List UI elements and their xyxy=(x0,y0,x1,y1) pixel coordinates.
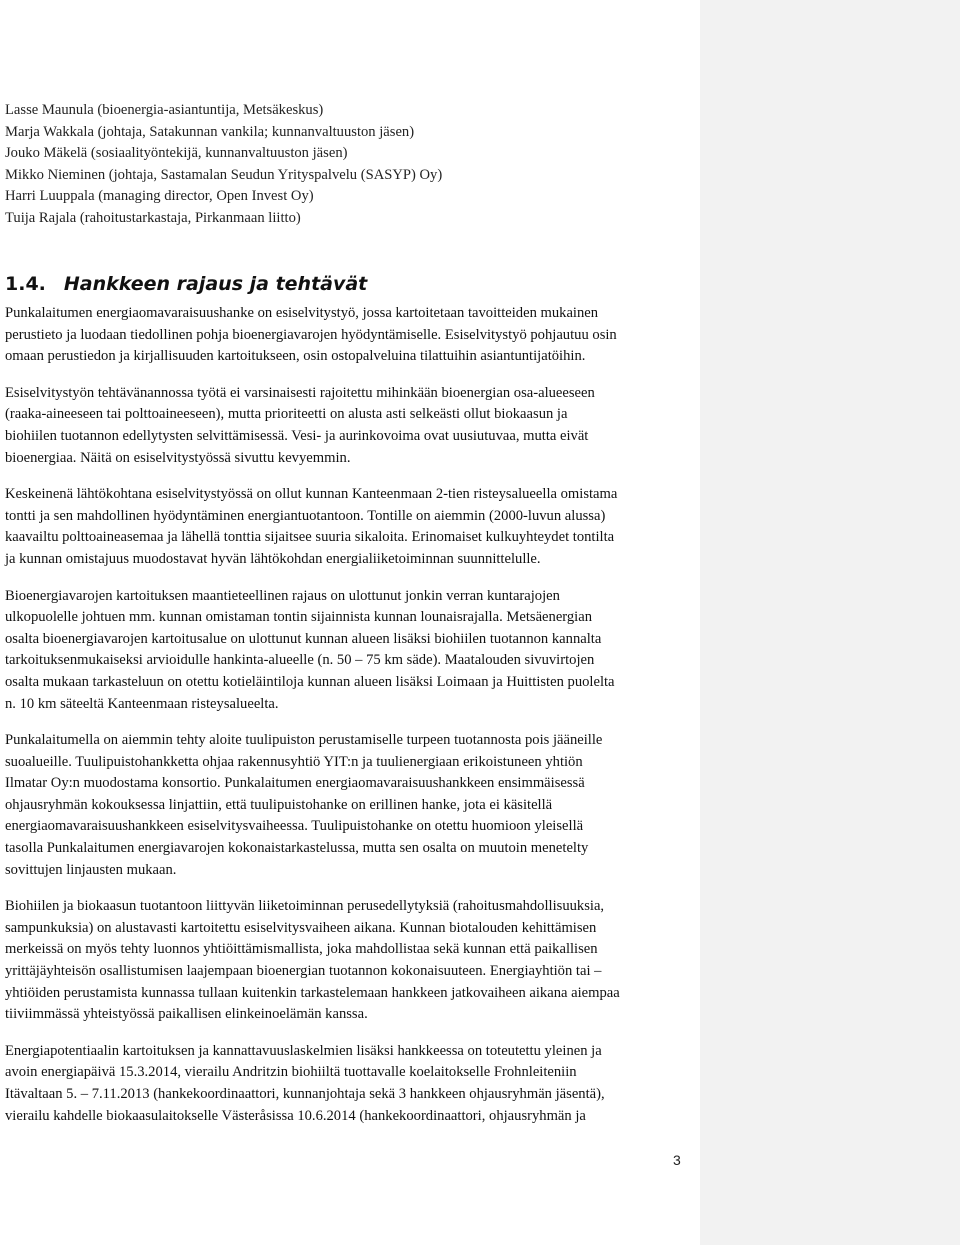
text-line: Itävaltaan 5. – 7.11.2013 (hankekoordinaattori, kunnanjohtaja sekä 3 hankkeen ohjausryhmän jäsentä), xyxy=(5,1086,605,1102)
text-line: Punkalaitumella on aiemmin tehty aloite tuulipuiston perustamiselle turpeen tuotannosta pois jääneille xyxy=(5,732,603,749)
text-line: osalta mukaan tarkasteluun on otettu kotieläintiloja kunnan alueen lisäksi Loimaan ja Huittisten puolelta xyxy=(5,673,615,690)
section-number: 1.4. xyxy=(5,273,46,295)
list-item: Harri Luuppala (managing director, Open Invest Oy) xyxy=(5,188,314,205)
section-heading xyxy=(5,273,367,295)
text-line: ulkopuolelle johtuen mm. kunnan omistaman tontin sijainnista kunnan lounaisrajalla. Metsäenergian xyxy=(5,609,593,626)
paragraph xyxy=(5,896,695,1026)
text-line: ja kunnan omistajuus muodostavat hyvän lähtökohdan energialiiketoiminnan suunnittelulle. xyxy=(5,550,541,567)
text-line: n. 10 km säteeltä Kanteenmaan risteysalueelta. xyxy=(5,695,279,712)
text-line: energiaomavaraisuushankkeen esiselvitysvaiheessa. Tuulipuistohanke on otettu huomioon yleisellä xyxy=(5,818,584,835)
text-line: biohiilen tuotannon edellytysten selvittämisessä. Vesi- ja aurinkovoima ovat uusiutuvaa, mutta eivät xyxy=(5,427,589,444)
text-line: kaavailtu polttoaineasemaa ja lähellä tonttia sijaitsee suuria sikaloita. Erinomaiset kulkuyhteydet tontilta xyxy=(5,529,615,546)
text-line: tarkoituksenmukaiseksi arvioidulle hankinta-alueelle (n. 50 – 75 km säde). Maatalouden sivuvirtojen xyxy=(5,652,595,669)
paragraph xyxy=(5,730,695,881)
comment-margin-pane xyxy=(700,0,960,1245)
text-line: Keskeinenä lähtökohtana esiselvitystyössä on ollut kunnan Kanteenmaan 2-tien risteysalueella omistama xyxy=(5,486,618,503)
text-line: omaan perustiedon ja kirjallisuuden kartoitukseen, osin ostopalveluina tilattuihin asiantuntijatöihin. xyxy=(5,348,586,365)
text-line: perustieto ja luodaan tiedollinen pohja bioenergiavarojen hyödyntämiselle. Esiselvitystyö pohjautuu osin xyxy=(5,326,617,343)
list-item: Jouko Mäkelä (sosiaalityöntekijä, kunnanvaltuuston jäsen) xyxy=(5,145,348,162)
section-body xyxy=(5,303,695,1142)
text-line: Biohiilen ja biokaasun tuotantoon liittyvän liiketoiminnan perusedellytyksiä (rahoitusmahdollisuuksia, xyxy=(5,898,605,915)
paragraph xyxy=(5,303,695,368)
text-line: Bioenergiavarojen kartoituksen maantieteellinen rajaus on ulottunut jonkin verran kuntarajojen xyxy=(5,587,560,604)
text-line: Ilmatar Oy:n muodostama konsortio. Punkalaitumen energiaomavaraisuushankkeen ensimmäisessä xyxy=(5,775,585,792)
list-item: Marja Wakkala (johtaja, Satakunnan vankila; kunnanvaltuuston jäsen) xyxy=(5,123,415,140)
text-line: yrittäjäyhteisön osallistumisen laajempaan bioenergian tuotannon kokonaisuuteen. Energiayhtiön tai – xyxy=(5,963,602,980)
paragraph xyxy=(5,484,695,570)
text-line: tontti ja sen mahdollinen hyödyntäminen energiantuotantoon. Tontille on aiemmin (2000-luvun alussa) xyxy=(5,507,606,524)
text-line: avoin energiapäivä 15.3.2014, vierailu Andritzin biohiiltä tuottavalle koelaitokselle Frohnleiteniin xyxy=(5,1064,577,1081)
text-line: tasolla Punkalaitumen energiavarojen kokonaistarkastelussa, mutta sen osalta on muutoin menetelty xyxy=(5,840,589,857)
list-item: Tuija Rajala (rahoitustarkastaja, Pirkanmaan liitto) xyxy=(5,209,301,226)
steering-group-list xyxy=(5,100,685,230)
text-line: merkeissä on myös tehty luonnos yhtiöittämismallista, joka mahdollistaa sekä kunnan että paikallisen xyxy=(5,941,598,958)
text-line: Esiselvitystyön tehtävänannossa työtä ei varsinaisesti rajoitettu mihinkään bioenergian osa-alueeseen xyxy=(5,384,595,401)
text-line: vierailu kahdelle biokaasulaitokselle Västeråsissa 10.6.2014 (hankekoordinaattori, ohjausryhmän ja xyxy=(5,1107,586,1124)
paragraph xyxy=(5,1041,695,1127)
text-line: ohjausryhmän kokouksessa linjattiin, että tuulipuistohanke on erillinen hanke, jota ei käsitellä xyxy=(5,796,553,813)
text-line: osalta bioenergiavarojen kartoitusalue on ulottunut kunnan alueen lisäksi biohiilen tuotannon kannalta xyxy=(5,630,602,647)
text-line: tiiviimmässä yhteistyössä paikallisen elinkeinoelämän kanssa. xyxy=(5,1006,368,1023)
text-line: suoalueille. Tuulipuistohankketta ohjaa rakennusyhtiö YIT:n ja tuulienergiaan erikoistuneen yhtiön xyxy=(5,753,583,770)
text-line: yhtiöiden perustamista kunnassa tullaan kuitenkin tarkastelemaan hankkeen jatkovaiheen aikana aiempaa xyxy=(5,984,620,1001)
list-item: Mikko Nieminen (johtaja, Sastamalan Seudun Yrityspalvelu (SASYP) Oy) xyxy=(5,166,443,183)
paragraph xyxy=(5,586,695,716)
text-line: sampunkuksia) on alustavasti kartoitettu esiselvitysvaiheen aikana. Kunnan biotalouden kehittämisen xyxy=(5,919,597,936)
page-number: 3 xyxy=(673,1152,681,1168)
section-title: Hankkeen rajaus ja tehtävät xyxy=(63,273,368,295)
list-item: Lasse Maunula (bioenergia-asiantuntija, Metsäkeskus) xyxy=(5,102,324,118)
text-line: Energiapotentiaalin kartoituksen ja kannattavuuslaskelmien lisäksi hankkeessa on toteutettu yleinen ja xyxy=(5,1042,602,1059)
text-line: Punkalaitumen energiaomavaraisuushanke on esiselvitystyö, jossa kartoitetaan tavoitteiden mukainen xyxy=(5,305,599,321)
text-line: (raaka-aineeseen tai polttoaineeseen), mutta prioriteetti on alusta asti selkeästi ollut biokaasun ja xyxy=(5,406,568,423)
text-line: bioenergiaa. Näitä on esiselvitystyössä sivuttu kevyemmin. xyxy=(5,449,351,466)
paragraph xyxy=(5,383,695,469)
text-line: sovittujen linjausten mukaan. xyxy=(5,861,177,878)
